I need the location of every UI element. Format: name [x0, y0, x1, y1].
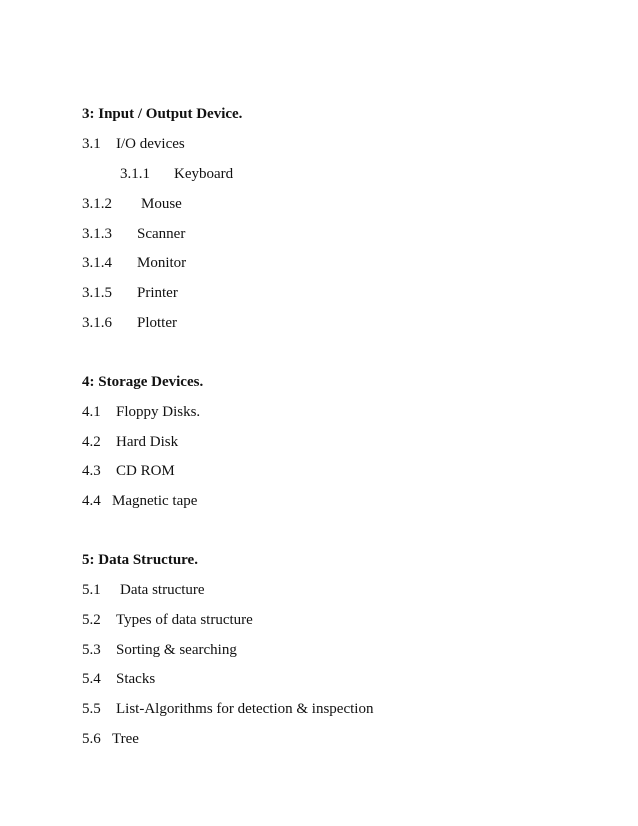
toc-item: [82, 195, 182, 213]
toc-item: [82, 581, 205, 599]
item-text: Sorting & searching: [116, 642, 237, 658]
item-text: Floppy Disks.: [116, 404, 201, 420]
item-text: CD ROM: [116, 463, 175, 479]
toc-item: [82, 492, 197, 510]
item-number: 4.3: [82, 463, 101, 479]
toc-item: [82, 462, 175, 480]
toc-item: [82, 135, 185, 153]
item-text: Scanner: [137, 226, 186, 242]
item-number: 3.1.4: [82, 255, 112, 271]
toc-item: [82, 403, 200, 421]
item-number: 5.1: [82, 582, 101, 598]
item-text: Plotter: [137, 315, 177, 331]
item-text: Data structure: [120, 582, 205, 598]
toc-item: [120, 165, 233, 183]
item-number: 5.5: [82, 701, 101, 717]
item-number: 3.1.5: [82, 285, 112, 301]
toc-item: [82, 730, 139, 748]
item-number: 4.4: [82, 493, 101, 509]
item-text: Types of data structure: [116, 612, 253, 628]
toc-item: [82, 611, 253, 629]
item-text: List-Algorithms for detection & inspection: [116, 701, 374, 717]
item-number: 5.3: [82, 642, 101, 658]
item-number: 5.2: [82, 612, 101, 628]
item-number: 3.1.2: [82, 196, 112, 212]
item-number: 4.2: [82, 434, 101, 450]
item-text: Printer: [137, 285, 178, 301]
item-number: 5.6: [82, 731, 101, 747]
toc-item: [82, 700, 373, 718]
item-text: Stacks: [116, 671, 156, 687]
item-number: 3.1.3: [82, 226, 112, 242]
item-text: Monitor: [137, 255, 187, 271]
section-heading-storage-devices: 4: Storage Devices.: [82, 374, 204, 390]
section-heading-data-structure: 5: Data Structure.: [82, 552, 198, 568]
item-number: 3.1.6: [82, 315, 112, 331]
item-text: Tree: [112, 731, 139, 747]
toc-item: [82, 641, 237, 659]
toc-item: [82, 433, 178, 451]
toc-item: [82, 225, 185, 243]
toc-item: [82, 254, 186, 272]
item-number: 4.1: [82, 404, 101, 420]
item-number: 3.1.1: [120, 166, 150, 182]
item-text: Hard Disk: [116, 434, 179, 450]
toc-item: [82, 284, 178, 302]
item-text: Mouse: [141, 196, 182, 212]
item-number: 3.1: [82, 136, 101, 152]
item-text: Keyboard: [174, 166, 234, 182]
toc-item: [82, 314, 177, 332]
item-text: Magnetic tape: [112, 493, 198, 509]
item-number: 5.4: [82, 671, 101, 687]
toc-item: [82, 670, 155, 688]
item-text: I/O devices: [116, 136, 185, 152]
section-heading-input-output: 3: Input / Output Device.: [82, 106, 243, 122]
